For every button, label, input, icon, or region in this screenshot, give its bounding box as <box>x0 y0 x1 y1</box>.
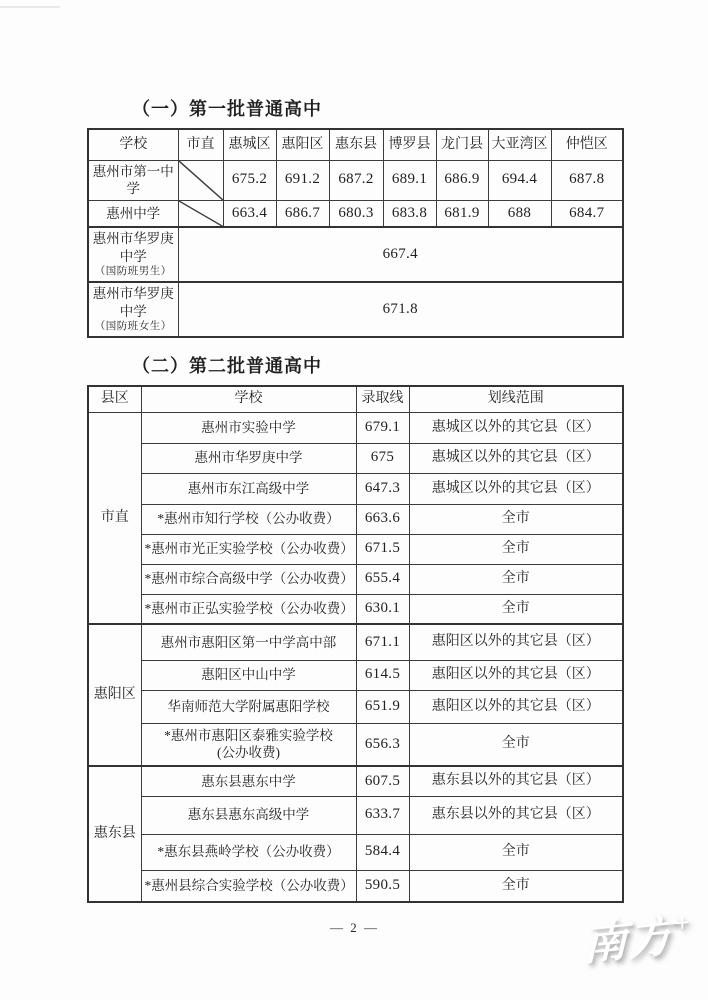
header-huicheng: 惠城区 <box>223 129 276 160</box>
score-cell: 688 <box>488 200 551 227</box>
watermark-plus-icon: + <box>674 907 692 939</box>
score-cell: 663.6 <box>356 504 409 534</box>
school-cell <box>88 282 178 337</box>
table-row <box>88 412 623 443</box>
school-cell: *惠州市知行学校（公办收费） <box>141 504 356 534</box>
section2-title: （二）第二批普通高中 <box>132 356 322 377</box>
table-row <box>88 594 623 624</box>
header-boluo: 博罗县 <box>383 129 436 160</box>
score-cell: 584.4 <box>356 834 409 870</box>
range-cell: 全市 <box>409 564 623 594</box>
school-cell: 惠州市东江高级中学 <box>141 473 356 504</box>
table-row <box>88 282 623 337</box>
school-cell: *惠州县综合实验学校（公办收费） <box>141 870 356 902</box>
table-row <box>88 870 623 902</box>
score-cell: 671.1 <box>356 624 409 660</box>
table-row <box>88 504 623 534</box>
range-cell: 惠东县以外的其它县（区） <box>409 796 623 834</box>
score-cell: 590.5 <box>356 870 409 902</box>
table-row <box>88 624 623 660</box>
school-cell: *惠东县燕岭学校（公办收费） <box>141 834 356 870</box>
score-cell: 607.5 <box>356 766 409 796</box>
score-cell: 687.8 <box>551 160 623 200</box>
page-content <box>87 95 622 903</box>
school-cell: 惠州市惠阳区第一中学高中部 <box>141 624 356 660</box>
table-row <box>88 564 623 594</box>
scan-artifact <box>0 6 60 8</box>
table-row <box>88 534 623 564</box>
watermark-text: 南方 <box>583 910 675 970</box>
score-cell: 680.3 <box>329 200 383 227</box>
header-district: 县区 <box>88 386 141 412</box>
school-name-line2: (公办收费) <box>217 745 280 761</box>
diagonal-slash-icon <box>179 201 223 227</box>
section1-title: （一）第一批普通高中 <box>132 99 322 119</box>
school-cell: 惠东县惠东高级中学 <box>141 796 356 834</box>
range-cell: 惠阳区以外的其它县（区） <box>409 624 623 660</box>
score-cell: 614.5 <box>356 660 409 690</box>
table-row <box>88 690 623 723</box>
score-cell: 675.2 <box>223 160 276 200</box>
header-dayawan: 大亚湾区 <box>488 129 551 160</box>
table-row <box>88 834 623 870</box>
score-cell: 630.1 <box>356 594 409 624</box>
score-cell: 687.2 <box>329 160 383 200</box>
school-cell: 惠州中学 <box>88 200 178 227</box>
range-cell: 惠城区以外的其它县（区） <box>409 412 623 443</box>
school-note: （国防班男生） <box>94 266 172 278</box>
empty-diagonal-cell <box>178 200 223 227</box>
school-name: 惠州市华罗庚中学 <box>92 231 174 264</box>
score-cell: 683.8 <box>383 200 436 227</box>
district-cell: 市直 <box>88 412 141 624</box>
header-huiyang: 惠阳区 <box>276 129 329 160</box>
school-name: 惠州市华罗庚中学 <box>92 286 174 319</box>
school-cell: *惠州市光正实验学校（公办收费） <box>141 534 356 564</box>
merged-score-cell: 671.8 <box>178 282 623 337</box>
score-cell: 651.9 <box>356 690 409 723</box>
range-cell: 全市 <box>409 723 623 766</box>
empty-diagonal-cell <box>178 160 223 200</box>
score-cell: 686.7 <box>276 200 329 227</box>
range-cell: 惠阳区以外的其它县（区） <box>409 660 623 690</box>
score-cell: 647.3 <box>356 473 409 504</box>
score-cell: 656.3 <box>356 723 409 766</box>
merged-score-cell: 667.4 <box>178 227 623 282</box>
score-cell: 655.4 <box>356 564 409 594</box>
school-name: *惠州市惠阳区泰雅实验学校 <box>164 727 333 743</box>
score-cell: 671.5 <box>356 534 409 564</box>
header-huidong: 惠东县 <box>329 129 383 160</box>
range-cell: 惠城区以外的其它县（区） <box>409 443 623 473</box>
score-cell: 689.1 <box>383 160 436 200</box>
header-shizhi: 市直 <box>178 129 223 160</box>
school-cell: *惠州市正弘实验学校（公办收费） <box>141 594 356 624</box>
range-cell: 全市 <box>409 834 623 870</box>
table-row <box>88 796 623 834</box>
school-cell: 惠阳区中山中学 <box>141 660 356 690</box>
table-row <box>88 766 623 796</box>
school-cell <box>141 723 356 766</box>
range-cell: 惠阳区以外的其它县（区） <box>409 690 623 723</box>
table-row <box>88 443 623 473</box>
second-batch-table <box>87 385 624 903</box>
school-cell: 惠州市实验中学 <box>141 412 356 443</box>
first-batch-table <box>87 128 624 338</box>
header-cutoff: 录取线 <box>356 386 409 412</box>
page-number: — 2 — <box>330 920 379 935</box>
score-cell: 633.7 <box>356 796 409 834</box>
school-cell: 惠州市华罗庚中学 <box>141 443 356 473</box>
score-cell: 691.2 <box>276 160 329 200</box>
table-row <box>88 227 623 282</box>
header-school: 学校 <box>141 386 356 412</box>
table-row <box>88 723 623 766</box>
school-note: （国防班女生） <box>94 321 172 333</box>
score-cell: 679.1 <box>356 412 409 443</box>
table2-header-row <box>88 386 623 412</box>
table-row <box>88 160 623 200</box>
header-zhongkai: 仲恺区 <box>551 129 623 160</box>
school-cell: *惠州市综合高级中学（公办收费） <box>141 564 356 594</box>
score-cell: 694.4 <box>488 160 551 200</box>
score-cell: 686.9 <box>436 160 488 200</box>
district-cell: 惠阳区 <box>88 624 141 766</box>
school-cell: 惠东县惠东中学 <box>141 766 356 796</box>
table-row <box>88 473 623 504</box>
diagonal-slash-icon <box>179 161 223 200</box>
table-row <box>88 200 623 227</box>
score-cell: 675 <box>356 443 409 473</box>
range-cell: 惠城区以外的其它县（区） <box>409 473 623 504</box>
school-cell: 惠州市第一中学 <box>88 160 178 200</box>
score-cell: 681.9 <box>436 200 488 227</box>
range-cell: 全市 <box>409 534 623 564</box>
school-cell <box>88 227 178 282</box>
table1-header-row <box>88 129 623 160</box>
district-cell: 惠东县 <box>88 766 141 902</box>
range-cell: 全市 <box>409 594 623 624</box>
score-cell: 663.4 <box>223 200 276 227</box>
range-cell: 全市 <box>409 870 623 902</box>
table-row <box>88 660 623 690</box>
range-cell: 全市 <box>409 504 623 534</box>
nanfang-plus-watermark <box>583 897 691 973</box>
school-cell: 华南师范大学附属惠阳学校 <box>141 690 356 723</box>
header-school: 学校 <box>88 129 178 160</box>
score-cell: 684.7 <box>551 200 623 227</box>
range-cell: 惠东县以外的其它县（区） <box>409 766 623 796</box>
header-longmen: 龙门县 <box>436 129 488 160</box>
header-range: 划线范围 <box>409 386 623 412</box>
